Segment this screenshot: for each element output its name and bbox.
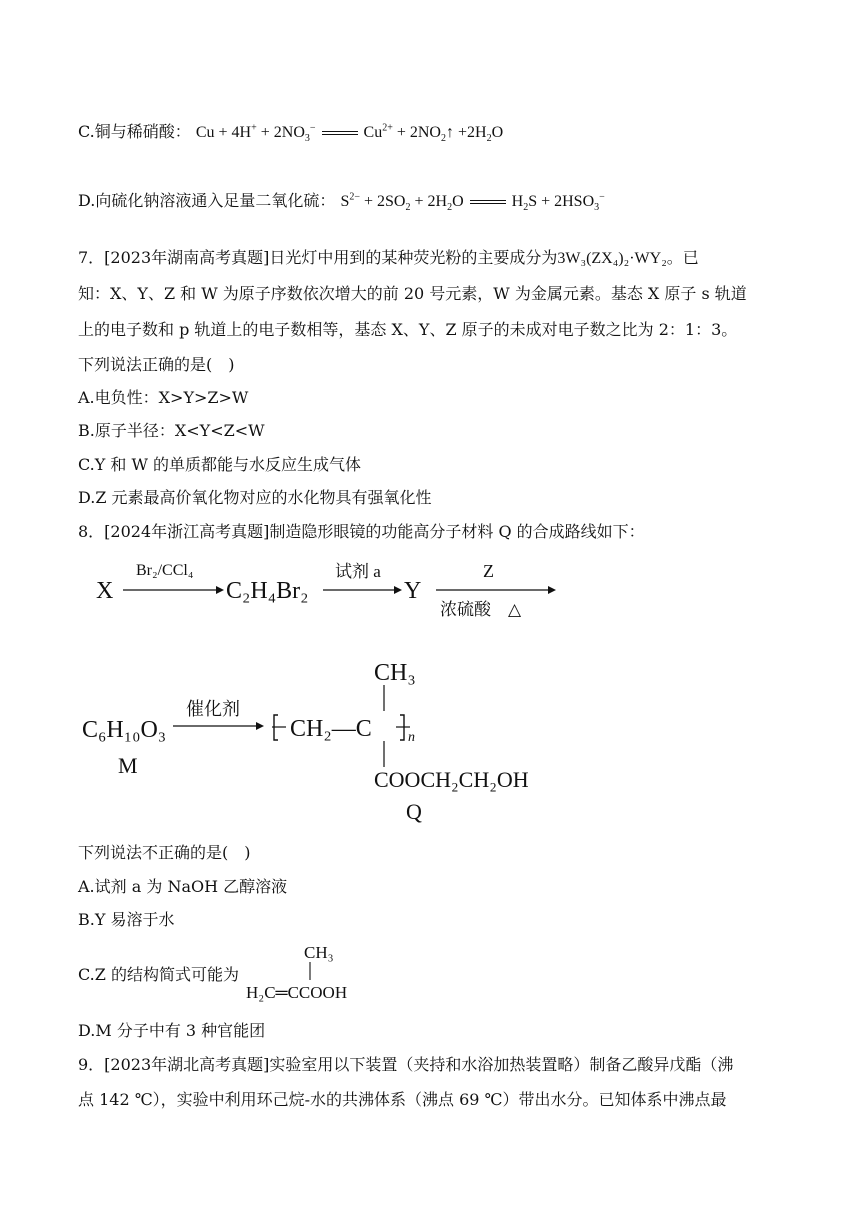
scheme-reagent-3-bottom: 浓硫酸 △ — [440, 600, 522, 619]
q8-line-1: 8．[2024年浙江高考真题]制造隐形眼镜的功能高分子材料 Q 的合成路线如下： — [78, 522, 645, 541]
arrow-1-head — [216, 586, 224, 594]
scheme-q-label: Q — [406, 799, 422, 824]
q8-option-c[interactable] — [78, 965, 239, 985]
scheme-y: Y — [404, 578, 422, 604]
scheme-c2h4br2: C₂H₄Br₂ — [226, 578, 309, 604]
q7-line-3: 上的电子数和 p 轨道上的电子数相等，基态 X、Y、Z 原子的未成对电子数之比为 2：1：3。 — [78, 320, 738, 339]
scheme-ch3: CH₃ — [374, 660, 416, 686]
q8-stem: 下列说法不正确的是( ) — [78, 843, 251, 862]
q7-line-4: 下列说法正确的是( ) — [78, 355, 235, 374]
q7-option-d[interactable]: D.Z 元素最高价氧化物对应的水化物具有强氧化性 — [78, 488, 432, 507]
option-d-equation-line — [78, 191, 605, 212]
option-d-equation: $S^{2-} + 2SO_2 + 2H_2O$ $H_2S + 2HSO_3^-$ — [340, 191, 605, 214]
option-c-equation-line — [78, 122, 503, 143]
z-main: H₂C═CCOOH — [246, 983, 348, 1002]
q7-option-b[interactable]: B.原子半径：X<Y<Z<W — [78, 421, 265, 440]
q7-option-a[interactable]: A.电负性：X>Y>Z>W — [78, 388, 249, 407]
z-ch3: CH₃ — [304, 943, 334, 962]
scheme-side-chain: COOCH₂CH₂OH — [374, 767, 529, 792]
arrow-4-head — [256, 722, 264, 730]
equals-sign — [470, 200, 506, 204]
scheme-reagent-2: 试剂 a — [335, 562, 381, 581]
scheme-x: X — [96, 578, 114, 604]
scheme-catalyst: 催化剂 — [186, 699, 240, 719]
arrow-2-head — [394, 586, 402, 594]
q7-option-c[interactable]: C.Y 和 W 的单质都能与水反应生成气体 — [78, 455, 362, 474]
scheme-chain: CH₂—C — [290, 716, 372, 742]
scheme-n: n — [408, 730, 415, 745]
option-d-label: D.向硫化钠溶液通入足量二氧化硫： — [78, 191, 336, 210]
scheme-m-label: M — [118, 753, 138, 778]
q9-line-2: 点 142 ℃），实验中利用环己烷-水的共沸体系（沸点 69 ℃）带出水分。已知体系中沸点最 — [78, 1090, 727, 1109]
q7-line-2: 知：X、Y、Z 和 W 为原子序数依次增大的前 20 号元素，W 为金属元素。基态 X 原子 s 轨道 — [78, 284, 747, 303]
z-structure — [242, 938, 382, 1008]
q7-formula: 3W₃(ZX₄)₂·WY₂ — [557, 250, 667, 267]
q8-option-d[interactable]: D.M 分子中有 3 种官能团 — [78, 1021, 266, 1040]
scheme-reagent-3-top: Z — [483, 561, 494, 581]
q8-option-a[interactable]: A.试剂 a 为 NaOH 乙醇溶液 — [78, 877, 288, 896]
q8-option-c-label: C.Z 的结构简式可能为 — [78, 965, 239, 984]
option-c-equation: $Cu + 4H^+ + 2NO_3^-$ $Cu^{2+}$ + $2NO_2↑ +2H_2O$ — [195, 122, 504, 145]
scheme-reagent-1: Br₂/CCl₄ — [136, 562, 194, 579]
scheme-m-formula: C₆H₁₀O₃ — [82, 717, 167, 743]
synthesis-route-diagram — [78, 555, 598, 835]
q8-option-b[interactable]: B.Y 易溶于水 — [78, 910, 175, 929]
option-c-label: C.铜与稀硝酸： — [78, 122, 191, 141]
q9-line-1: 9．[2023年湖北高考真题]实验室用以下装置（夹持和水浴加热装置略）制备乙酸异戊酯（沸 — [78, 1055, 734, 1074]
arrow-3-head — [548, 586, 556, 594]
equals-sign — [322, 131, 358, 135]
q7-line-1: 7．[2023年湖南高考真题]日光灯中用到的某种荧光粉的主要成分为3W₃(ZX₄)₂·WY₂。已 — [78, 248, 699, 267]
